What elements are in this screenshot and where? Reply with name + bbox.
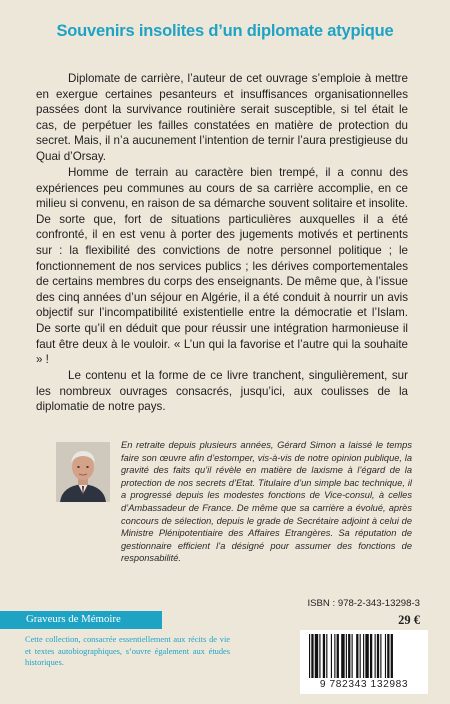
author-photo (56, 442, 110, 502)
paragraph-text: Le contenu et la forme de ce livre tranchent, singulièrement, sur les nombreux ouvrages consacrés, jusqu’ici, aux coulisses de la diplomatie de notre pays. (36, 369, 408, 414)
blurb-paragraph-2 (36, 165, 408, 368)
collection-description: Cette collection, consacrée essentiellement aux récits de vie et textes autobiographiques, s’ouvre également aux études historiques. (25, 635, 230, 668)
collection-name: Graveurs de Mémoire (26, 613, 121, 625)
author-portrait-illustration (56, 442, 110, 502)
blurb-paragraph-3 (36, 368, 408, 415)
paragraph-text: Homme de terrain au caractère bien trempé, il a connu des expériences peu communes au cours de sa carrière accomplie, en ce milieu si convenu, en raison de sa démarche souvent solitaire et insolite. De sorte que, fort de situations particulières auxquelles il a été confronté, il en est venu à porter des jugements motivés et pertinents sur : la flexibilité des convictions de notre personnel politique ; le fonctionnement de nos services publics ; les dérives comportementales de certains membres du corps des enseignants. De même que, à l’issue des cinq années d’un séjour en Algérie, il a été conduit à nourrir un avis objectif sur l’incompatibilité existentielle entre la démocratie et l’Islam. De sorte qu’il en déduit que pour réussir une intégration harmonieuse il faut être deux à le vouloir. « L’un qui la favorise et l’autre qui la souhaite » ! (36, 166, 408, 367)
blurb-paragraph-1 (36, 71, 408, 165)
barcode (300, 630, 428, 694)
isbn-label: ISBN : 978-2-343-13298-3 (307, 598, 420, 609)
barcode-bars (300, 634, 428, 680)
paragraph-text: Diplomate de carrière, l’auteur de cet ouvrage s’emploie à mettre en exergue certaines pesanteurs et insuffisances organisationnelles passées dont la survivance routinière serait susceptible, si tel était le cas, de perpétuer les failles constatées en matière de protection du secret. Mais, il n’a aucunement l’intention de ternir l’aura prestigieuse du Quai d’Orsay. (36, 72, 408, 163)
book-title: Souvenirs insolites d’un diplomate atypique (56, 22, 394, 40)
barcode-number: 9 782343 132983 (319, 679, 409, 690)
author-bio: En retraite depuis plusieurs années, Gérard Simon a laissé le temps faire son œuvre afin d’estomper, vis-à-vis de notre opinion publique, la gravité des faits qu’il révèle en matière de laxisme à l’égard de la protection de nos secrets d’Etat. Titulaire d’un simple bac technique, il a progressé depuis les modestes fonctions de Vice-consul, à celles d’Ambassadeur de France. De même que sa carrière a évolué, après concours de sélection, depuis le grade de Secrétaire adjoint à celui de Ministre Plénipotentiaire des Affaires Etrangères. Sa réputation de gestionnaire efficient l’a désigné pour assumer des fonctions de responsabilité. (121, 440, 412, 564)
price-label: 29 € (398, 613, 420, 627)
collection-banner (0, 611, 162, 629)
